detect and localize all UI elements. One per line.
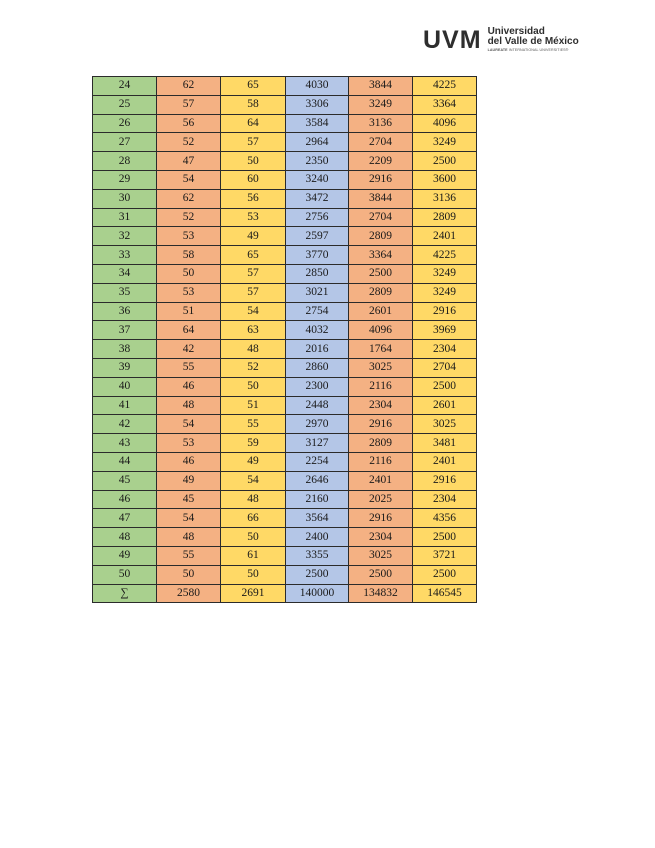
- table-row: [93, 77, 477, 96]
- totals-row: [93, 584, 477, 603]
- table-cell: 50: [221, 528, 286, 547]
- table-cell: 40: [93, 377, 157, 396]
- table-cell: 2350: [286, 152, 349, 171]
- table-cell: 46: [157, 452, 221, 471]
- table-cell: 3584: [286, 114, 349, 133]
- table-cell: 53: [157, 283, 221, 302]
- table-cell: 57: [221, 133, 286, 152]
- table-cell: 41: [93, 396, 157, 415]
- table-cell: 3136: [413, 189, 477, 208]
- table-cell: 3364: [349, 246, 413, 265]
- table-cell: 2809: [349, 434, 413, 453]
- table-cell: 2160: [286, 490, 349, 509]
- table-row: [93, 227, 477, 246]
- logo-tagline-rest: INTERNATIONAL UNIVERSITIES®: [507, 48, 569, 52]
- table-cell: 2401: [413, 227, 477, 246]
- table-cell: 4032: [286, 321, 349, 340]
- table-cell: 2809: [349, 227, 413, 246]
- table-cell: 2400: [286, 528, 349, 547]
- total-cell: 134832: [349, 584, 413, 603]
- table-cell: 2209: [349, 152, 413, 171]
- table-cell: 2916: [349, 509, 413, 528]
- table-cell: 46: [93, 490, 157, 509]
- table-cell: 50: [157, 264, 221, 283]
- logo-name-line: del Valle de México: [487, 36, 579, 47]
- table-row: [93, 189, 477, 208]
- table-cell: 45: [157, 490, 221, 509]
- table-cell: 2448: [286, 396, 349, 415]
- table-cell: 54: [157, 509, 221, 528]
- table-cell: 2916: [413, 302, 477, 321]
- table-cell: 2754: [286, 302, 349, 321]
- table-cell: 53: [157, 434, 221, 453]
- table-cell: 52: [157, 208, 221, 227]
- table-cell: 4225: [413, 77, 477, 96]
- table-cell: 2401: [349, 471, 413, 490]
- total-cell: 140000: [286, 584, 349, 603]
- table-cell: 50: [221, 152, 286, 171]
- table-cell: 3025: [349, 546, 413, 565]
- table-cell: 2916: [349, 415, 413, 434]
- table-cell: 26: [93, 114, 157, 133]
- table-row: [93, 133, 477, 152]
- table-cell: 54: [157, 170, 221, 189]
- table-cell: 48: [157, 528, 221, 547]
- table-cell: 54: [221, 302, 286, 321]
- table-cell: 37: [93, 321, 157, 340]
- data-table: [92, 76, 477, 603]
- logo-wordmark: [488, 27, 579, 53]
- table-cell: 50: [221, 565, 286, 584]
- table-cell: 47: [93, 509, 157, 528]
- table-cell: 3306: [286, 95, 349, 114]
- table-cell: 28: [93, 152, 157, 171]
- table-cell: 51: [221, 396, 286, 415]
- table-cell: 47: [157, 152, 221, 171]
- table-cell: 2809: [349, 283, 413, 302]
- table-cell: 2116: [349, 377, 413, 396]
- table-cell: 44: [93, 452, 157, 471]
- table-cell: 33: [93, 246, 157, 265]
- total-cell: 2691: [221, 584, 286, 603]
- table-cell: 65: [221, 246, 286, 265]
- table-cell: 2500: [413, 528, 477, 547]
- table-cell: 2500: [413, 377, 477, 396]
- table-cell: 2916: [413, 471, 477, 490]
- table-cell: 51: [157, 302, 221, 321]
- table-cell: 66: [221, 509, 286, 528]
- table-cell: 3364: [413, 95, 477, 114]
- table-cell: 2304: [413, 490, 477, 509]
- table-row: [93, 528, 477, 547]
- table-cell: 56: [221, 189, 286, 208]
- table-cell: 35: [93, 283, 157, 302]
- table-cell: 2300: [286, 377, 349, 396]
- table-row: [93, 452, 477, 471]
- table-cell: 49: [221, 452, 286, 471]
- table-cell: 2860: [286, 358, 349, 377]
- table-cell: 3844: [349, 77, 413, 96]
- table-body: [93, 77, 477, 603]
- table-cell: 3721: [413, 546, 477, 565]
- table-cell: 50: [93, 565, 157, 584]
- table-cell: 4356: [413, 509, 477, 528]
- table-cell: 3025: [413, 415, 477, 434]
- table-cell: 55: [157, 358, 221, 377]
- table-cell: 3240: [286, 170, 349, 189]
- table-cell: 3249: [413, 264, 477, 283]
- table-row: [93, 377, 477, 396]
- table-row: [93, 434, 477, 453]
- total-cell: 2580: [157, 584, 221, 603]
- table-cell: 24: [93, 77, 157, 96]
- table-cell: 49: [221, 227, 286, 246]
- table-cell: 31: [93, 208, 157, 227]
- table-row: [93, 471, 477, 490]
- table-cell: 3600: [413, 170, 477, 189]
- table-cell: 58: [157, 246, 221, 265]
- table-cell: 43: [93, 434, 157, 453]
- table-cell: 2500: [349, 565, 413, 584]
- table-cell: 2704: [349, 133, 413, 152]
- table-cell: 32: [93, 227, 157, 246]
- table-row: [93, 208, 477, 227]
- table-cell: 2970: [286, 415, 349, 434]
- table-cell: 48: [221, 490, 286, 509]
- table-cell: 2850: [286, 264, 349, 283]
- table-cell: 3844: [349, 189, 413, 208]
- logo-mark: UVM: [423, 25, 482, 54]
- table-cell: 57: [221, 283, 286, 302]
- table-cell: 57: [221, 264, 286, 283]
- table-cell: 2116: [349, 452, 413, 471]
- table-cell: 46: [157, 377, 221, 396]
- uvm-logo: [423, 27, 579, 53]
- table-cell: 4225: [413, 246, 477, 265]
- table-row: [93, 509, 477, 528]
- table-cell: 39: [93, 358, 157, 377]
- table-cell: 29: [93, 170, 157, 189]
- table-cell: 2500: [286, 565, 349, 584]
- table-cell: 63: [221, 321, 286, 340]
- table-cell: 53: [221, 208, 286, 227]
- table-row: [93, 152, 477, 171]
- table-cell: 3021: [286, 283, 349, 302]
- table-cell: 2809: [413, 208, 477, 227]
- table-cell: 55: [221, 415, 286, 434]
- table-cell: 2704: [413, 358, 477, 377]
- table-cell: 3249: [349, 95, 413, 114]
- table-cell: 25: [93, 95, 157, 114]
- table-cell: 50: [157, 565, 221, 584]
- table-cell: 2254: [286, 452, 349, 471]
- table-cell: 54: [157, 415, 221, 434]
- table-cell: 3249: [413, 133, 477, 152]
- table-cell: 4096: [349, 321, 413, 340]
- table-cell: 49: [93, 546, 157, 565]
- table-cell: 53: [157, 227, 221, 246]
- table-cell: 57: [157, 95, 221, 114]
- table-cell: 3969: [413, 321, 477, 340]
- table-cell: 3249: [413, 283, 477, 302]
- table-cell: 34: [93, 264, 157, 283]
- table-cell: 65: [221, 77, 286, 96]
- table-cell: 38: [93, 340, 157, 359]
- table-cell: 48: [93, 528, 157, 547]
- table-cell: 55: [157, 546, 221, 565]
- table-cell: 2500: [413, 152, 477, 171]
- table-cell: 2500: [413, 565, 477, 584]
- table-row: [93, 490, 477, 509]
- table-row: [93, 95, 477, 114]
- total-cell: ∑: [93, 584, 157, 603]
- table-row: [93, 546, 477, 565]
- table-cell: 62: [157, 77, 221, 96]
- logo-university-line: Universidad: [487, 26, 545, 37]
- table-cell: 48: [221, 340, 286, 359]
- table-row: [93, 358, 477, 377]
- table-cell: 64: [221, 114, 286, 133]
- table-cell: 2304: [413, 340, 477, 359]
- logo-tagline-bold: LAUREATE: [487, 48, 508, 52]
- table-cell: 30: [93, 189, 157, 208]
- table-cell: 62: [157, 189, 221, 208]
- table-row: [93, 565, 477, 584]
- table-cell: 2916: [349, 170, 413, 189]
- table-row: [93, 283, 477, 302]
- table-cell: 52: [157, 133, 221, 152]
- table-cell: 3564: [286, 509, 349, 528]
- table-cell: 59: [221, 434, 286, 453]
- table-cell: 2016: [286, 340, 349, 359]
- table-cell: 64: [157, 321, 221, 340]
- table-row: [93, 246, 477, 265]
- table-cell: 3481: [413, 434, 477, 453]
- table-cell: 3136: [349, 114, 413, 133]
- table-cell: 42: [93, 415, 157, 434]
- table-cell: 42: [157, 340, 221, 359]
- table-cell: 61: [221, 546, 286, 565]
- table-cell: 49: [157, 471, 221, 490]
- table-row: [93, 114, 477, 133]
- table-row: [93, 264, 477, 283]
- table-cell: 2401: [413, 452, 477, 471]
- table-cell: 3770: [286, 246, 349, 265]
- table-row: [93, 321, 477, 340]
- table-cell: 2304: [349, 396, 413, 415]
- logo-tagline: [488, 48, 579, 53]
- table-cell: 2500: [349, 264, 413, 283]
- total-cell: 146545: [413, 584, 477, 603]
- table-cell: 3025: [349, 358, 413, 377]
- table-cell: 2597: [286, 227, 349, 246]
- table-cell: 56: [157, 114, 221, 133]
- table-cell: 4030: [286, 77, 349, 96]
- table-cell: 2704: [349, 208, 413, 227]
- table-cell: 52: [221, 358, 286, 377]
- table-cell: 60: [221, 170, 286, 189]
- table-row: [93, 302, 477, 321]
- table-cell: 36: [93, 302, 157, 321]
- table-cell: 2601: [413, 396, 477, 415]
- table-cell: 54: [221, 471, 286, 490]
- table-row: [93, 170, 477, 189]
- table-cell: 1764: [349, 340, 413, 359]
- table-cell: 27: [93, 133, 157, 152]
- table-cell: 2601: [349, 302, 413, 321]
- table-cell: 48: [157, 396, 221, 415]
- table-cell: 3355: [286, 546, 349, 565]
- table-cell: 45: [93, 471, 157, 490]
- table-row: [93, 340, 477, 359]
- table-row: [93, 396, 477, 415]
- table-cell: 50: [221, 377, 286, 396]
- table-row: [93, 415, 477, 434]
- table-cell: 3127: [286, 434, 349, 453]
- table-cell: 2756: [286, 208, 349, 227]
- table-cell: 2025: [349, 490, 413, 509]
- table-cell: 58: [221, 95, 286, 114]
- table-cell: 2304: [349, 528, 413, 547]
- table-cell: 3472: [286, 189, 349, 208]
- table-cell: 2646: [286, 471, 349, 490]
- table-cell: 4096: [413, 114, 477, 133]
- table-cell: 2964: [286, 133, 349, 152]
